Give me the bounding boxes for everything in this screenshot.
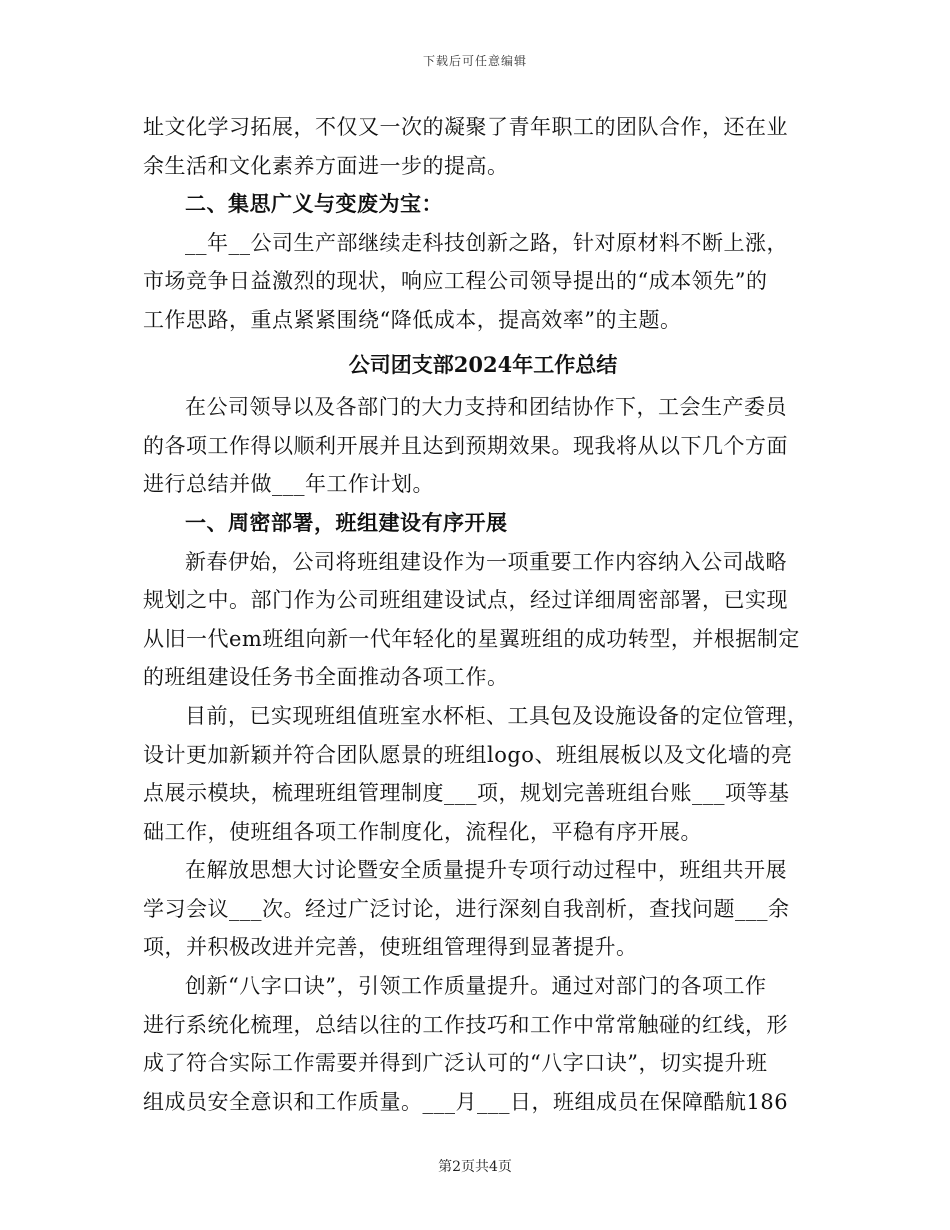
paragraph-line: 新春伊始，公司将班组建设作为一项重要工作内容纳入公司战略 [185, 549, 787, 574]
paragraph-line: 目前，已实现班组值班室水杯柜、工具包及设施设备的定位管理， [185, 703, 809, 728]
paragraph-line: __年__公司生产部继续走科技创新之路，针对原材料不断上涨， [185, 230, 788, 255]
paragraph-line: 的班组建设任务书全面推动各项工作。 [143, 665, 509, 690]
paragraph-line: 从旧一代em班组向新一代年轻化的星翼班组的成功转型，并根据制定 [143, 626, 800, 651]
paragraph-line: 进行总结并做___年工作计划。 [143, 472, 434, 497]
document-title: 公司团支部2024年工作总结 [348, 351, 618, 377]
paragraph-line: 组成员安全意识和工作质量。___月___日，班组成员在保障酷航186 [143, 1089, 789, 1114]
page-header: 下载后可任意编辑 [422, 54, 527, 68]
paragraph-line: 在公司领导以及各部门的大力支持和团结协作下，工会生产委员 [185, 395, 787, 420]
paragraph-line: 进行系统化梳理，总结以往的工作技巧和工作中常常触碰的红线，形 [143, 1012, 788, 1037]
paragraph-line: 工作思路，重点紧紧围绕“降低成本，提高效率”的主题。 [143, 307, 682, 332]
paragraph-line: 的各项工作得以顺利开展并且达到预期效果。现我将从以下几个方面 [143, 433, 788, 458]
paragraph-line: 设计更加新颖并符合团队愿景的班组logo、班组展板以及文化墙的亮 [143, 742, 793, 767]
document-body [143, 108, 823, 1121]
paragraph-line: 础工作，使班组各项工作制度化，流程化，平稳有序开展。 [143, 819, 702, 844]
page-footer: 第2页共4页 [438, 1159, 512, 1175]
paragraph-line: 成了符合实际工作需要并得到广泛认可的“八字口诀”，切实提升班 [143, 1051, 768, 1076]
paragraph-line: 在解放思想大讨论暨安全质量提升专项行动过程中，班组共开展 [185, 858, 787, 883]
paragraph-line: 余生活和文化素养方面进一步的提高。 [143, 153, 509, 178]
paragraph-line: 规划之中。部门作为公司班组建设试点，经过详细周密部署，已实现 [143, 588, 788, 613]
paragraph-line: 址文化学习拓展，不仅又一次的凝聚了青年职工的团队合作，还在业 [143, 115, 788, 139]
paragraph-line: 创新“八字口诀”，引领工作质量提升。通过对部门的各项工作 [185, 974, 767, 999]
paragraph-line: 学习会议___次。经过广泛讨论，进行深刻自我剖析，查找问题___余 [143, 896, 790, 921]
section-heading: 二、集思广义与变废为宝： [185, 191, 443, 217]
paragraph-line: 项，并积极改进并完善，使班组管理得到显著提升。 [143, 935, 638, 960]
paragraph-line: 点展示模块，梳理班组管理制度___项，规划完善班组台账___项等基 [143, 781, 790, 806]
paragraph-line: 市场竞争日益激烈的现状，响应工程公司领导提出的“成本领先”的 [143, 269, 768, 294]
section-heading: 一、周密部署，班组建设有序开展 [185, 509, 508, 535]
